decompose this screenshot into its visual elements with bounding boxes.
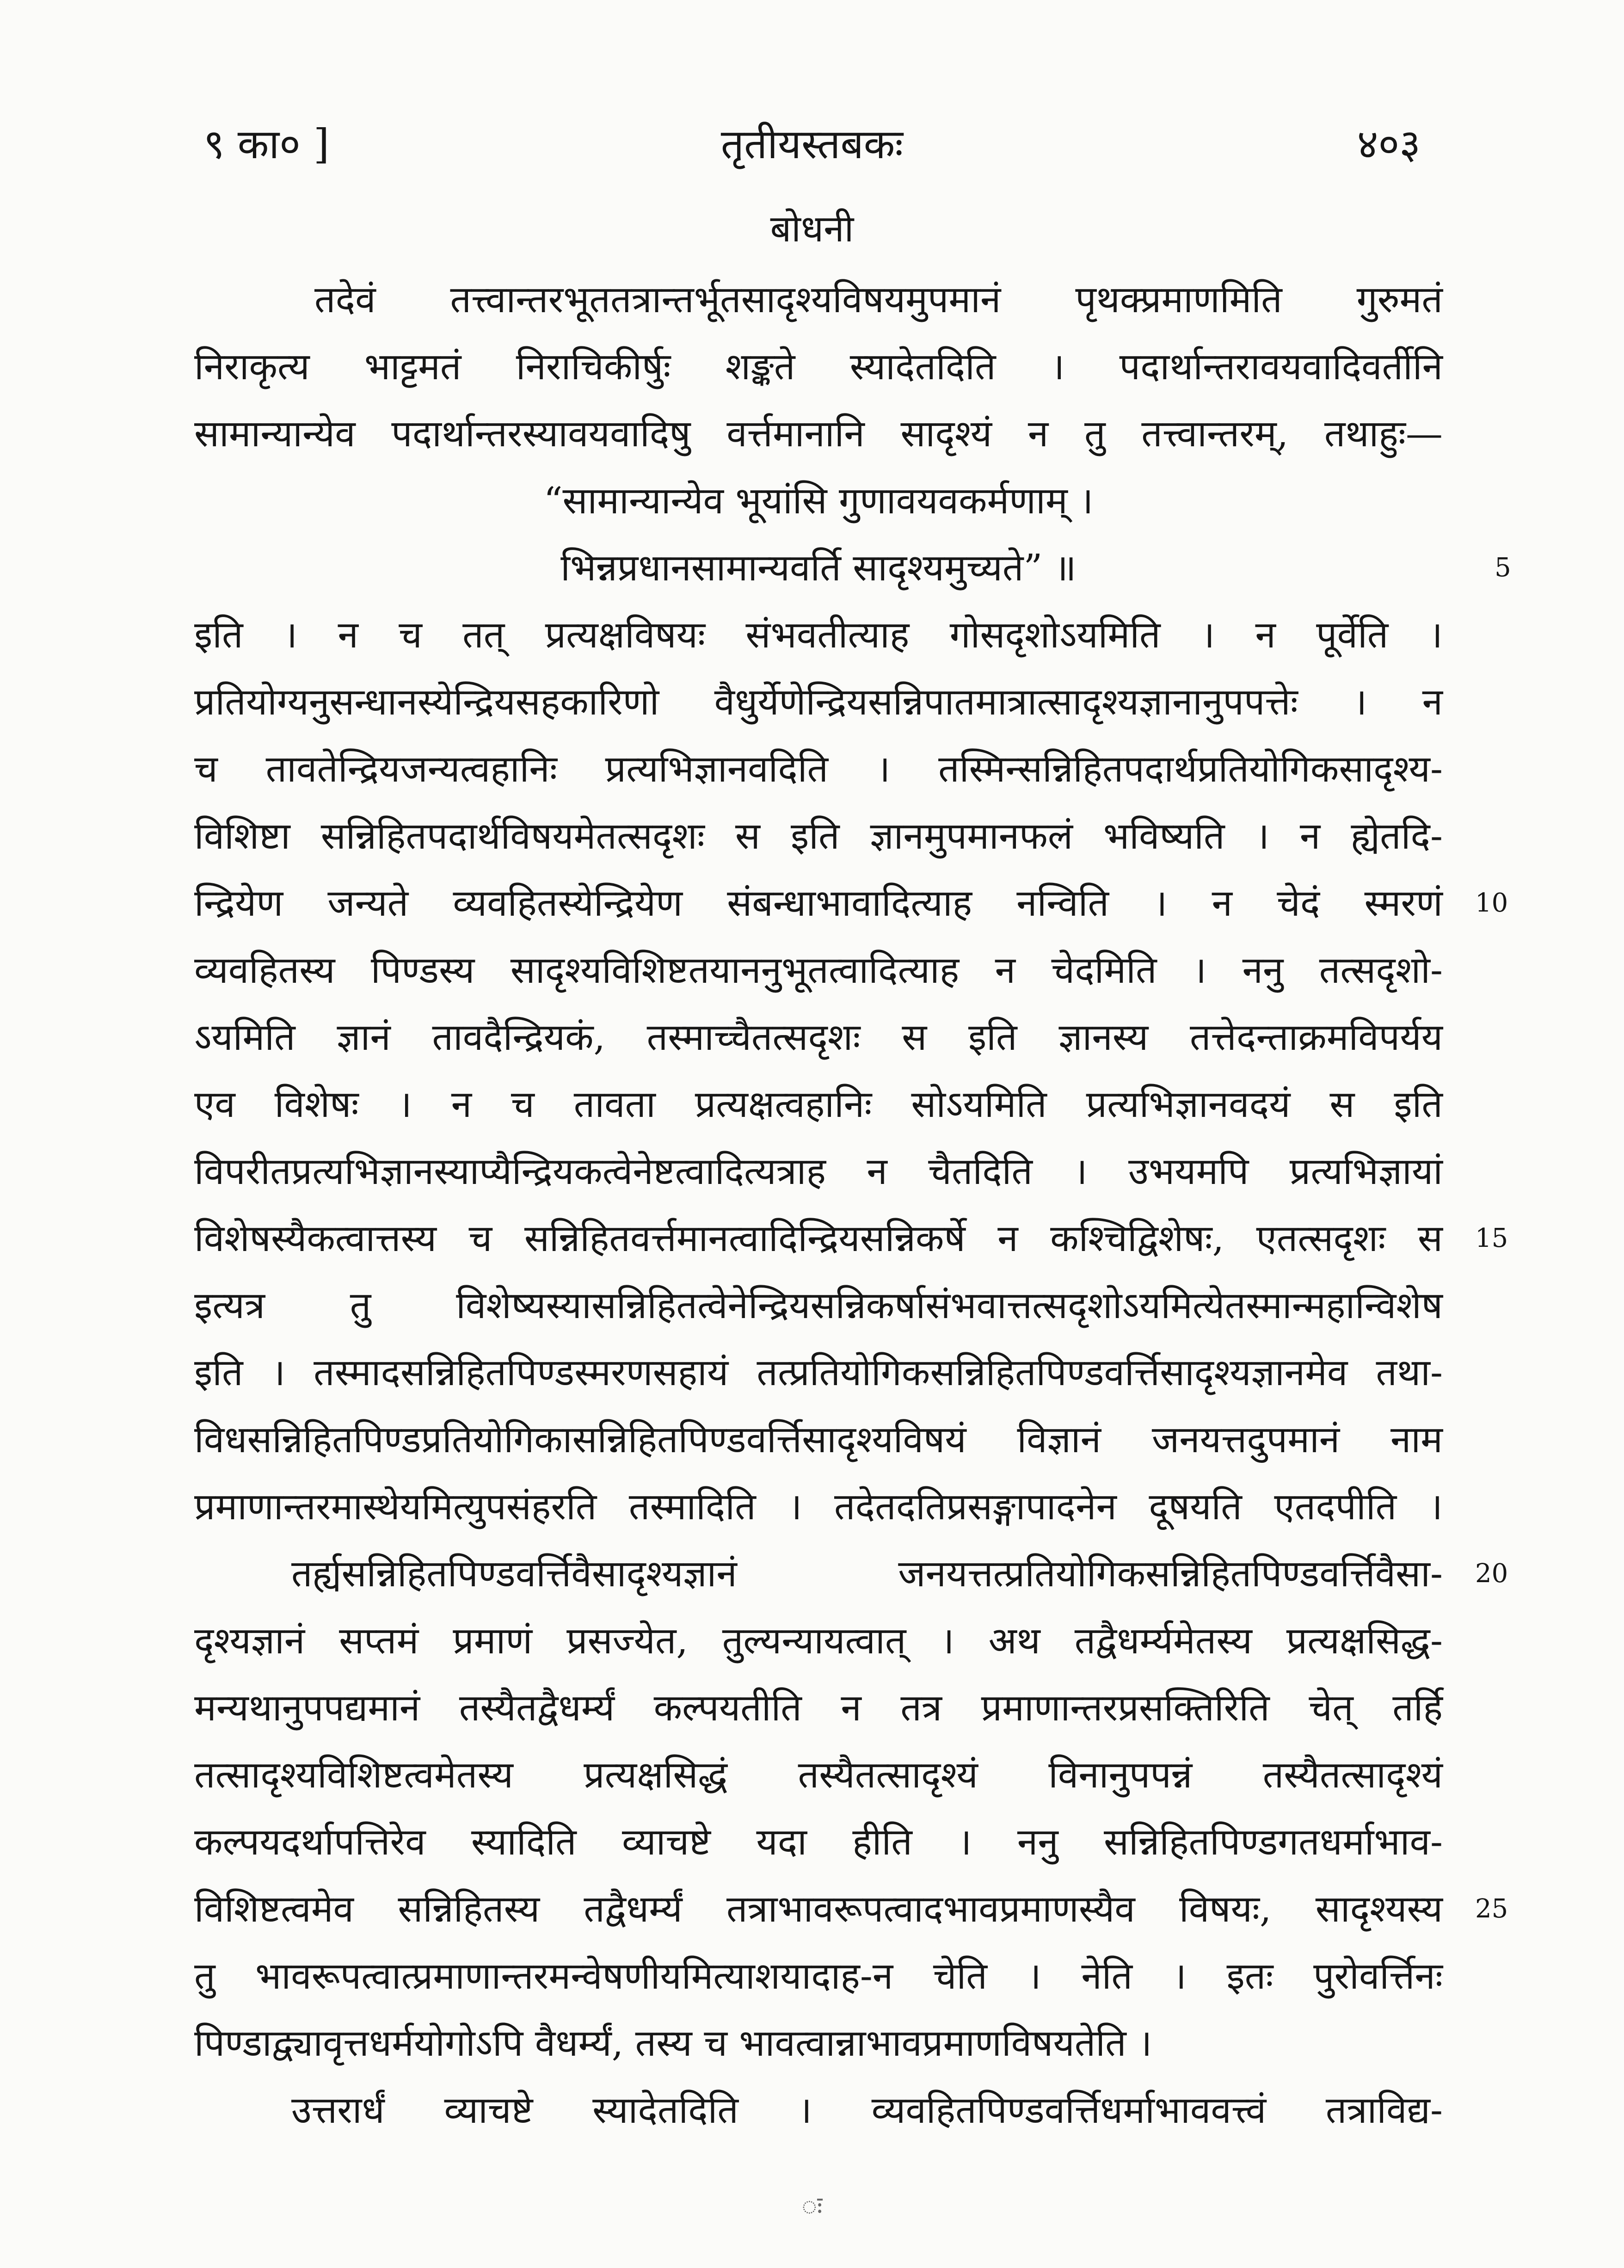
text-line: [194, 1138, 1443, 1205]
line-text: सामान्यान्येव पदार्थान्तरस्यावयवादिषु वर्त्तमानानि सादृश्यं न तु तत्त्वान्तरम्, तथाहुः—: [194, 412, 1443, 455]
line-text: तु भावरूपत्वात्प्रमाणान्तरमन्वेषणीयमित्याशयादाह-न चेति । नेति । इतः पुरोवर्त्तिनः: [194, 1954, 1443, 1997]
line-text: च तावतेन्द्रियजन्यत्वहानिः प्रत्यभिज्ञानवदिति । तस्मिन्सन्निहितपदार्थप्रतियोगिकसादृश्य-: [194, 747, 1443, 790]
line-text: ऽयमिति ज्ञानं तावदैन्द्रियकं, तस्माच्चैतत्सदृशः स इति ज्ञानस्य तत्तेदन्ताक्रमविपर्यय: [194, 1016, 1443, 1059]
text-line: [194, 1741, 1443, 1808]
line-number: 25: [1475, 1894, 1508, 1924]
text-line: [194, 869, 1508, 937]
text-line: [194, 601, 1443, 668]
line-text: पिण्डाद्व्यावृत्तधर्मयोगोऽपि वैधर्म्यं, तस्य च भावत्वान्नाभावप्रमाणविषयतेति ।: [194, 2021, 1152, 2065]
line-text: तत्सादृश्यविशिष्टत्वमेतस्य प्रत्यक्षसिद्धं तस्यैतत्सादृश्यं विनानुपपन्नं तस्यैतत्सादृश्यं: [194, 1753, 1443, 1796]
text-line: [194, 2009, 1443, 2077]
text-line: [194, 1071, 1443, 1138]
line-text: विशेषस्यैकत्वात्तस्य च सन्निहितवर्त्तमानत्वादिन्द्रियसन्निकर्षे न कश्चिद्विशेषः, एतत्सदृशः स: [194, 1217, 1443, 1260]
line-text: प्रमाणान्तरमास्थेयमित्युपसंहरति तस्मादिति । तदेतदतिप्रसङ्गापादनेन दूषयति एतदपीति ।: [194, 1485, 1443, 1528]
text-line: [194, 1473, 1443, 1540]
line-text: इति । न च तत् प्रत्यक्षविषयः संभवतीत्याह गोसदृशोऽयमिति । न पूर्वेति ।: [194, 613, 1443, 656]
line-text: विपरीतप्रत्यभिज्ञानस्याप्यैन्द्रियकत्वेनेष्टत्वादित्यत्राह न चैतदिति । उभयमपि प्रत्यभिज्ञायां: [194, 1150, 1443, 1193]
text-line: [194, 1406, 1443, 1473]
text-line: [194, 668, 1443, 735]
text-line: [194, 1540, 1508, 1607]
text-line: [194, 2077, 1443, 2144]
line-text: दृश्यज्ञानं सप्तमं प्रमाणं प्रसज्येत, तुल्यन्यायत्वात् । अथ तद्वैधर्म्यमेतस्य प्रत्यक्षसिद्ध-: [194, 1619, 1443, 1662]
line-text: तर्ह्यसन्निहितपिण्डवर्त्तिवैसादृश्यज्ञानं जनयत्तत्प्रतियोगिकसन्निहितपिण्डवर्त्तिवैसा-: [291, 1552, 1443, 1595]
running-header: [0, 107, 1624, 181]
line-text: विशिष्टत्वमेव सन्निहितस्य तद्वैधर्म्यं तत्राभावरूपत्वादभावप्रमाणस्यैव विषयः, सादृश्यस्य: [194, 1887, 1443, 1930]
text-line: [194, 1808, 1443, 1875]
text-line: [194, 266, 1443, 333]
text-line: [194, 1272, 1443, 1339]
commentary-text: [194, 266, 1511, 2144]
line-text: उत्तरार्धं व्याचष्टे स्यादेतदिति । व्यवहितपिण्डवर्त्तिधर्माभाववत्त्वं तत्राविद्य-: [291, 2089, 1443, 2132]
text-line: [194, 333, 1443, 400]
section-title: बोधनी: [770, 207, 854, 250]
line-text: तदेवं तत्त्वान्तरभूततत्रान्तर्भूतसादृश्यविषयमुपमानं पृथक्प्रमाणमिति गुरुमतं: [314, 278, 1443, 321]
text-line: [194, 1674, 1443, 1741]
line-text: “सामान्यान्येव भूयांसि गुणावयवकर्मणाम् ।: [543, 479, 1094, 522]
line-text: भिन्नप्रधानसामान्यवर्ति सादृश्यमुच्यते” ॥: [560, 546, 1077, 589]
line-number: 20: [1475, 1559, 1508, 1589]
text-line: [194, 467, 1443, 534]
line-text: न्द्रियेण जन्यते व्यवहितस्येन्द्रियेण संबन्धाभावादित्याह नन्विति । न चेदं स्मरणं: [194, 881, 1443, 924]
header-title: तृतीयस्तबकः: [720, 120, 904, 168]
line-text: व्यवहितस्य पिण्डस्य सादृश्यविशिष्टतयाननुभूतत्वादित्याह न चेदमिति । ननु तत्सदृशो-: [194, 949, 1443, 992]
bottom-ink-mark: ः: [801, 2191, 823, 2221]
line-number: 5: [1495, 553, 1511, 583]
text-line: [194, 802, 1443, 869]
line-text: एव विशेषः । न च तावता प्रत्यक्षत्वहानिः सोऽयमिति प्रत्यभिज्ञानवदयं स इति: [194, 1083, 1443, 1126]
text-line: [194, 1205, 1508, 1272]
text-line: [194, 400, 1443, 467]
text-line: [194, 735, 1443, 802]
text-line: [194, 534, 1511, 601]
line-text: इति । तस्मादसन्निहितपिण्डस्मरणसहायं तत्प्रतियोगिकसन्निहितपिण्डवर्त्तिसादृश्यज्ञानमेव तथा-: [194, 1351, 1443, 1394]
text-line: [194, 1339, 1443, 1406]
line-text: मन्यथानुपपद्यमानं तस्यैतद्वैधर्म्यं कल्पयतीति न तत्र प्रमाणान्तरप्रसक्तिरिति चेत् तर्हि: [194, 1686, 1443, 1729]
line-text: प्रतियोग्यनुसन्धानस्येन्द्रियसहकारिणो वैधुर्येणेन्द्रियसन्निपातमात्रात्सादृश्यज्ञानानुपपत्तेः । न: [194, 680, 1443, 723]
text-line: [194, 937, 1443, 1004]
line-text: निराकृत्य भाट्टमतं निराचिकीर्षुः शङ्कते स्यादेतदिति । पदार्थान्तरावयवादिवर्तीनि: [194, 345, 1443, 388]
page-number: ४०३: [1357, 120, 1421, 168]
line-number: 10: [1475, 888, 1508, 918]
line-text: इत्यत्र तु विशेष्यस्यासन्निहितत्वेनेन्द्रियसन्निकर्षासंभवात्तत्सदृशोऽयमित्येतस्मान्महान्विशेष: [194, 1284, 1443, 1327]
line-text: विशिष्टा सन्निहितपदार्थविषयमेतत्सदृशः स इति ज्ञानमुपमानफलं भविष्यति । न ह्येतदि-: [194, 814, 1443, 857]
text-line: [194, 1004, 1443, 1071]
line-number: 15: [1475, 1223, 1508, 1253]
text-line: [194, 1875, 1508, 1942]
header-chapter-ref: ९ का० ]: [203, 120, 330, 168]
text-line: [194, 1607, 1443, 1674]
line-text: विधसन्निहितपिण्डप्रतियोगिकासन्निहितपिण्डवर्त्तिसादृश्यविषयं विज्ञानं जनयत्तदुपमानं नाम: [194, 1418, 1443, 1461]
line-text: कल्पयदर्थापत्तिरेव स्यादिति व्याचष्टे यदा हीति । ननु सन्निहितपिण्डगतधर्माभाव-: [194, 1820, 1443, 1863]
text-line: [194, 1942, 1443, 2009]
